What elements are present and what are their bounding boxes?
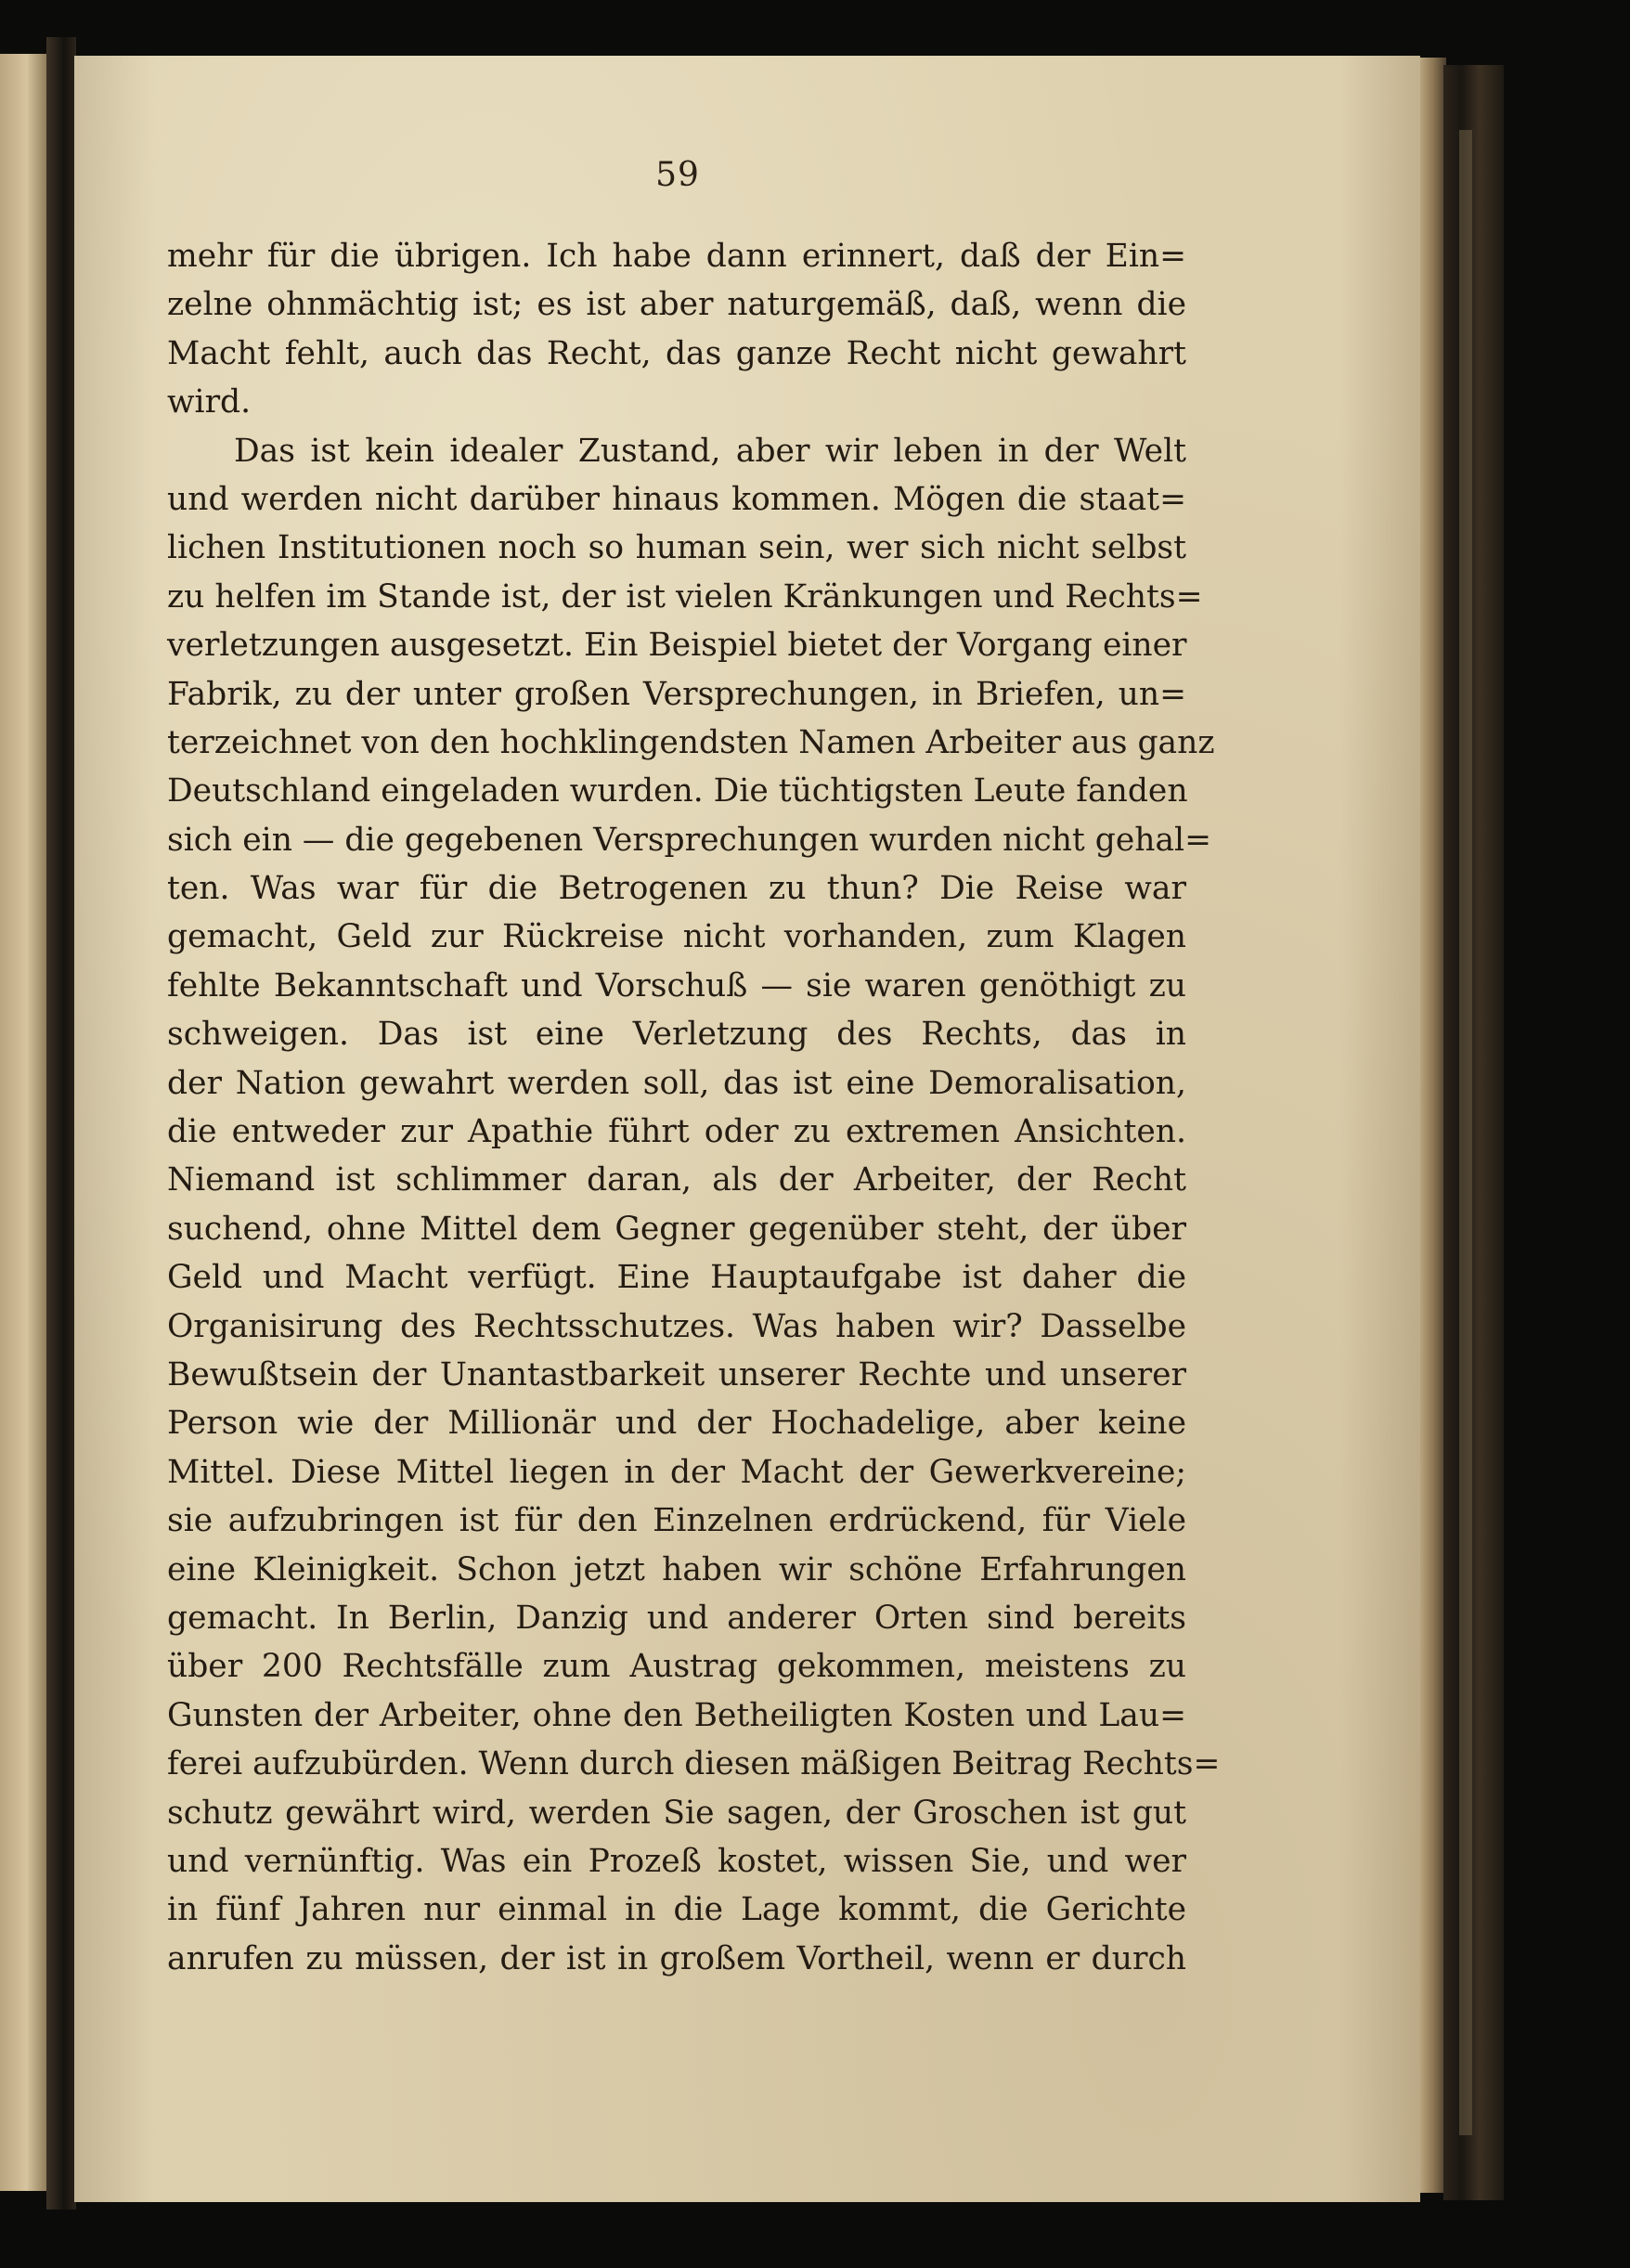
text-line: Mittel. Diese Mittel liegen in der Macht der Gewerkvereine; bbox=[167, 1453, 1186, 1491]
text-line: mehr für die übrigen. Ich habe dann erinnert, daß der Ein= bbox=[167, 238, 1186, 275]
text-line: sie aufzubringen ist für den Einzelnen erdrückend, für Viele bbox=[167, 1502, 1186, 1540]
text-line: eine Kleinigkeit. Schon jetzt haben wir schöne Erfahrungen bbox=[167, 1550, 1186, 1588]
text-line: Geld und Macht verfügt. Eine Hauptaufgabe ist daher die bbox=[167, 1259, 1186, 1297]
text-line: verletzungen ausgesetzt. Ein Beispiel bietet der Vorgang einer bbox=[167, 627, 1187, 665]
text-line: Niemand ist schlimmer daran, als der Arbeiter, der Recht bbox=[167, 1161, 1186, 1199]
binding-strip bbox=[1459, 130, 1472, 2135]
text-line: schutz gewährt wird, werden Sie sagen, der Groschen ist gut bbox=[167, 1794, 1186, 1832]
text-line: Gunsten der Arbeiter, ohne den Betheiligten Kosten und Lau= bbox=[167, 1696, 1186, 1734]
text-line: Bewußtsein der Unantastbarkeit unserer Rechte und unserer bbox=[167, 1355, 1186, 1393]
text-line: zu helfen im Stande ist, der ist vielen Kränkungen und Rechts= bbox=[167, 577, 1203, 616]
text-line: ferei aufzubürden. Wenn durch diesen mäßigen Beitrag Rechts= bbox=[167, 1745, 1221, 1783]
text-line: suchend, ohne Mittel dem Gegner gegenüber steht, der über bbox=[167, 1210, 1186, 1248]
book-binding bbox=[1443, 65, 1504, 2200]
text-line: Fabrik, zu der unter großen Versprechungen, in Briefen, un= bbox=[167, 675, 1186, 713]
text-line: über 200 Rechtsfälle zum Austrag gekommen, meistens zu bbox=[167, 1648, 1186, 1686]
text-line: fehlte Bekanntschaft und Vorschuß — sie waren genöthigt zu bbox=[167, 966, 1186, 1004]
left-page-edge bbox=[0, 54, 48, 2191]
text-line: Organisirung des Rechtsschutzes. Was haben wir? Dasselbe bbox=[167, 1307, 1186, 1345]
text-line: und vernünftig. Was ein Prozeß kostet, wissen Sie, und wer bbox=[167, 1842, 1186, 1880]
text-line: die entweder zur Apathie führt oder zu extremen Ansichten. bbox=[167, 1113, 1186, 1151]
text-line: und werden nicht darüber hinaus kommen. Mögen die staat= bbox=[167, 480, 1186, 518]
text-line: sich ein — die gegebenen Versprechungen wurden nicht gehal= bbox=[167, 821, 1211, 859]
page-number: 59 bbox=[655, 156, 700, 194]
page-fore-edge bbox=[1420, 58, 1446, 2193]
text-line: Deutschland eingeladen wurden. Die tüchtigsten Leute fanden bbox=[167, 772, 1188, 810]
text-line: Macht fehlt, auch das Recht, das ganze Recht nicht gewahrt bbox=[167, 334, 1186, 372]
text-line: Das ist kein idealer Zustand, aber wir leben in der Welt bbox=[234, 432, 1186, 470]
text-line: lichen Institutionen noch so human sein, wer sich nicht selbst bbox=[167, 529, 1186, 567]
text-line: gemacht. In Berlin, Danzig und anderer Orten sind bereits bbox=[167, 1599, 1186, 1637]
text-line: Person wie der Millionär und der Hochadelige, aber keine bbox=[167, 1405, 1186, 1443]
text-line: in fünf Jahren nur einmal in die Lage kommt, die Gerichte bbox=[167, 1891, 1186, 1929]
text-line: terzeichnet von den hochklingendsten Namen Arbeiter aus ganz bbox=[167, 723, 1215, 761]
text-line: schweigen. Das ist eine Verletzung des Rechts, das in bbox=[167, 1016, 1186, 1054]
text-line: zelne ohnmächtig ist; es ist aber naturgemäß, daß, wenn die bbox=[167, 286, 1186, 324]
text-line: wird. bbox=[167, 383, 252, 421]
text-line: ten. Was war für die Betrogenen zu thun? Die Reise war bbox=[167, 870, 1186, 908]
text-line: gemacht, Geld zur Rückreise nicht vorhanden, zum Klagen bbox=[167, 918, 1186, 956]
text-line: anrufen zu müssen, der ist in großem Vortheil, wenn er durch bbox=[167, 1939, 1186, 1977]
book-gutter bbox=[46, 37, 76, 2210]
text-line: der Nation gewahrt werden soll, das ist eine Demoralisation, bbox=[167, 1064, 1186, 1102]
body-text bbox=[167, 232, 1221, 1983]
